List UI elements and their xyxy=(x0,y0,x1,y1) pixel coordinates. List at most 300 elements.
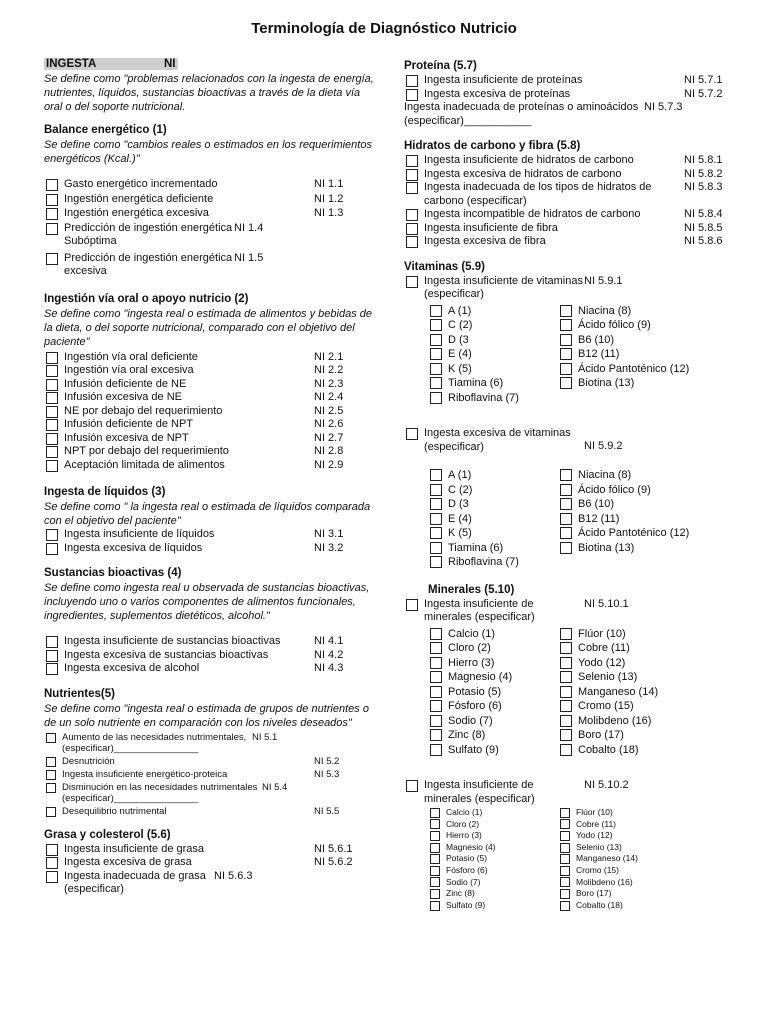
mineral-option xyxy=(430,699,560,714)
option-label: Calcio (1) xyxy=(448,627,496,640)
checkbox[interactable] xyxy=(430,657,442,669)
option-label: Cloro (2) xyxy=(448,642,491,654)
option-label: Tiamina (6) xyxy=(448,541,504,554)
item-label: NPT por debajo del requerimiento xyxy=(64,445,229,457)
checklist-item xyxy=(404,168,744,182)
item-label: Aceptación limitada de alimentos xyxy=(64,458,225,471)
item-code: NI 5.6.3 xyxy=(214,869,253,882)
item-code: NI 5.6.2 xyxy=(314,856,353,868)
checkbox[interactable] xyxy=(430,377,442,389)
item-code: NI 2.4 xyxy=(314,391,344,403)
checklist-item xyxy=(44,445,374,459)
item-label: Ingesta excesiva de hidratos de carbono xyxy=(424,167,622,180)
checkbox[interactable] xyxy=(560,319,572,331)
item-code: NI 4.2 xyxy=(314,648,344,661)
checkbox[interactable] xyxy=(430,319,442,331)
checkbox[interactable] xyxy=(46,650,58,662)
proteina-title: Proteína (5.7) xyxy=(404,60,477,72)
checkbox[interactable] xyxy=(430,392,442,404)
checkbox[interactable] xyxy=(560,657,572,669)
mineral-option xyxy=(560,641,690,656)
checkbox[interactable] xyxy=(560,866,570,876)
checkbox[interactable] xyxy=(406,182,418,194)
checkbox[interactable] xyxy=(560,628,572,640)
checkbox[interactable] xyxy=(560,305,572,317)
item-code: NI 5.4 xyxy=(262,781,288,793)
page-title: Terminología de Diagnóstico Nutricio xyxy=(251,20,517,37)
vitamin-option xyxy=(560,376,690,391)
checklist-item xyxy=(404,222,744,236)
option-label: Cobalto (18) xyxy=(578,743,639,756)
mineral-list-col-b xyxy=(560,807,690,911)
option-label: Sulfato (9) xyxy=(448,743,499,756)
checklist-item xyxy=(44,870,374,897)
checklist-item xyxy=(404,779,744,806)
vitamin-option xyxy=(560,347,690,362)
mineral-option xyxy=(430,853,560,865)
item-label: Ingesta insuficiente de vitaminas (especificar) xyxy=(424,274,583,300)
option-label: Niacina (8) xyxy=(578,469,632,481)
ingesta-header xyxy=(44,58,178,70)
checkbox[interactable] xyxy=(430,556,442,568)
mineral-option xyxy=(430,830,560,842)
section-grasa xyxy=(44,829,374,897)
section-minerales xyxy=(404,584,744,912)
item-label: Ingesta excesiva de proteínas xyxy=(424,87,571,100)
item-label: Ingesta insuficiente de minerales (especificar) xyxy=(424,779,535,805)
checkbox[interactable] xyxy=(46,379,58,391)
option-label: A (1) xyxy=(448,304,472,317)
mineral-option xyxy=(560,685,690,700)
option-label: E (4) xyxy=(448,512,472,525)
checkbox[interactable] xyxy=(430,843,440,853)
checkbox[interactable] xyxy=(560,819,570,829)
mineral-option xyxy=(430,877,560,889)
option-label: A (1) xyxy=(448,469,472,481)
item-code: NI 5.7.1 xyxy=(684,74,723,86)
item-code: NI 2.2 xyxy=(314,364,344,376)
checkbox[interactable] xyxy=(560,877,570,887)
item-label: Ingesta insuficiente de proteínas xyxy=(424,74,583,86)
mineral-option xyxy=(560,853,690,865)
oral-title: Ingestión vía oral o apoyo nutricio (2) xyxy=(44,292,249,305)
option-label: Flúor (10) xyxy=(576,807,613,817)
option-label: Molibdeno (16) xyxy=(576,876,633,887)
mineral-option xyxy=(560,627,690,642)
checkbox[interactable] xyxy=(430,866,440,876)
checkbox[interactable] xyxy=(406,276,418,288)
mineral-option xyxy=(430,807,560,819)
item-label: Desnutrición xyxy=(62,755,115,767)
checklist-item xyxy=(44,782,374,804)
checklist-item xyxy=(404,88,744,102)
vitamin-option xyxy=(560,541,690,556)
option-label: C (2) xyxy=(448,319,473,331)
checkbox[interactable] xyxy=(430,819,440,829)
option-label: B6 (10) xyxy=(578,333,615,346)
checkbox[interactable] xyxy=(430,686,442,698)
section-ingesta xyxy=(44,54,374,114)
checklist-item xyxy=(44,418,374,432)
vitamin-option xyxy=(430,468,560,483)
ingesta-description: Se define como "problemas relacionados con la ingesta de energía, nutrientes, líquidos, sustancias bioactivas a través de la dieta vía oral o del soporte nutricional. xyxy=(44,73,374,113)
option-label: C (2) xyxy=(448,483,473,496)
checkbox[interactable] xyxy=(46,446,58,458)
item-code: NI 1.5 xyxy=(234,251,264,264)
vitamin-list-col-b xyxy=(560,468,690,570)
checkbox[interactable] xyxy=(46,857,58,869)
checklist-item xyxy=(44,769,374,780)
checkbox[interactable] xyxy=(406,155,418,167)
option-label: Magnesio (4) xyxy=(446,841,496,852)
item-label: Ingesta excesiva de vitaminas (especificar) xyxy=(424,427,571,453)
option-label: Ácido fólico (9) xyxy=(578,483,651,496)
checkbox[interactable] xyxy=(430,715,442,727)
vitamin-option xyxy=(560,304,690,319)
checkbox[interactable] xyxy=(430,854,440,864)
item-label: Ingesta insuficiente energético-proteica xyxy=(62,768,228,780)
checklist-item xyxy=(44,459,374,473)
vitamin-option xyxy=(430,512,560,527)
option-label: Sulfato (9) xyxy=(446,899,486,910)
mineral-option xyxy=(430,714,560,729)
vitamin-option xyxy=(430,304,560,319)
vitamin-option xyxy=(430,497,560,512)
vitamin-option xyxy=(560,497,690,512)
vitamin-list xyxy=(430,304,744,406)
vitamin-list-2 xyxy=(430,468,744,570)
checkbox[interactable] xyxy=(46,636,58,648)
option-label: Riboflavina (7) xyxy=(448,391,519,404)
vitamin-option xyxy=(430,362,560,377)
checkbox[interactable] xyxy=(46,663,58,675)
section-liquidos xyxy=(44,486,374,555)
item-code: NI 5.10.2 xyxy=(584,779,629,791)
checkbox[interactable] xyxy=(430,628,442,640)
option-label: Yodo (12) xyxy=(578,656,626,669)
item-label: Gasto energético incrementado xyxy=(64,178,218,190)
checkbox[interactable] xyxy=(430,831,440,841)
checklist-item xyxy=(404,74,744,88)
checklist-item xyxy=(44,351,374,365)
item-label: NE por debajo del requerimiento xyxy=(64,404,223,417)
option-label: Potasio (5) xyxy=(448,685,502,698)
checkbox[interactable] xyxy=(560,498,572,510)
item-label: Aumento de las necesidades nutrimentales, (especificar)________________ xyxy=(62,731,247,754)
checklist-item xyxy=(44,207,374,221)
nutrientes-title: Nutrientes(5) xyxy=(44,687,115,700)
minerales-title: Minerales (5.10) xyxy=(428,583,515,596)
checklist-item xyxy=(44,806,374,817)
vitaminas-title: Vitaminas (5.9) xyxy=(404,260,485,273)
item-code: NI 5.8.6 xyxy=(684,235,723,247)
mineral-option xyxy=(430,641,560,656)
vitamin-option xyxy=(430,526,560,541)
item-code: NI 5.8.1 xyxy=(684,154,723,166)
checkbox[interactable] xyxy=(560,377,572,389)
option-label: Hierro (3) xyxy=(448,656,495,669)
checkbox[interactable] xyxy=(46,179,58,191)
section-balance xyxy=(44,124,374,279)
option-label: K (5) xyxy=(448,362,472,375)
right-column xyxy=(404,54,744,921)
item-code: NI 5.8.3 xyxy=(684,181,723,193)
bioactivas-description: Se define como ingesta real u observada de sustancias bioactivas, incluyendo uno o varios componentes de alimentos funcionales, ingredientes, suplementos dietéticos, alcohol." xyxy=(44,582,370,622)
item-label: Ingesta excesiva de líquidos xyxy=(64,541,203,554)
option-label: Fósforo (6) xyxy=(448,700,502,712)
vitamin-option xyxy=(430,391,560,406)
checkbox[interactable] xyxy=(406,75,418,87)
checklist-item xyxy=(44,405,374,419)
checkbox[interactable] xyxy=(46,770,56,780)
mineral-option xyxy=(560,865,690,877)
checkbox[interactable] xyxy=(560,348,572,360)
checkbox[interactable] xyxy=(46,543,58,555)
item-code: NI 1.4 xyxy=(234,221,264,234)
checkbox[interactable] xyxy=(560,854,570,864)
checkbox[interactable] xyxy=(46,253,58,265)
checkbox[interactable] xyxy=(430,877,440,887)
vitamin-list-col-a xyxy=(430,468,560,570)
checklist-item xyxy=(44,364,374,378)
checkbox[interactable] xyxy=(560,671,572,683)
option-label: Ácido Pantoténico (12) xyxy=(578,362,690,375)
checkbox[interactable] xyxy=(46,757,56,767)
option-label: Cobalto (18) xyxy=(576,899,623,910)
option-label: Zinc (8) xyxy=(448,729,486,741)
checkbox[interactable] xyxy=(430,334,442,346)
checkbox[interactable] xyxy=(560,843,570,853)
checklist-item xyxy=(44,178,374,192)
checklist-item xyxy=(44,756,374,767)
option-label: Boro (17) xyxy=(576,888,612,899)
option-label: B12 (11) xyxy=(578,348,620,360)
checkbox[interactable] xyxy=(406,428,418,440)
checkbox[interactable] xyxy=(46,352,58,364)
mineral-option xyxy=(560,888,690,900)
checkbox[interactable] xyxy=(560,831,570,841)
checkbox[interactable] xyxy=(430,729,442,741)
option-label: Ácido Pantoténico (12) xyxy=(578,527,690,539)
checkbox[interactable] xyxy=(46,783,56,793)
option-label: Magnesio (4) xyxy=(448,671,513,683)
checkbox[interactable] xyxy=(406,89,418,101)
item-code: NI 2.7 xyxy=(314,431,344,444)
proteina-plain-item xyxy=(404,101,744,128)
nutrientes-description: Se define como "ingesta real o estimada de grupos de nutrientes o de un solo nutriente en comparación con los niveles deseados" xyxy=(44,702,369,729)
mineral-list-2 xyxy=(430,807,744,911)
checkbox[interactable] xyxy=(430,700,442,712)
section-oral xyxy=(44,293,374,473)
checkbox[interactable] xyxy=(46,871,58,883)
option-label: Hierro (3) xyxy=(446,830,482,841)
item-label: Ingestión vía oral excesiva xyxy=(64,364,194,376)
checkbox[interactable] xyxy=(406,599,418,611)
checkbox[interactable] xyxy=(46,807,56,817)
mineral-option xyxy=(560,819,690,831)
checkbox[interactable] xyxy=(560,642,572,654)
checkbox[interactable] xyxy=(406,209,418,221)
checklist-item xyxy=(44,222,374,249)
checkbox[interactable] xyxy=(46,194,58,206)
mineral-option xyxy=(430,865,560,877)
item-label: Ingesta excesiva de fibra xyxy=(424,235,546,247)
checkbox[interactable] xyxy=(430,671,442,683)
checkbox[interactable] xyxy=(430,527,442,539)
mineral-list-col-a xyxy=(430,807,560,911)
vitamin-option xyxy=(430,541,560,556)
checklist-item xyxy=(44,649,374,663)
option-label: E (4) xyxy=(448,348,472,360)
checkbox[interactable] xyxy=(430,513,442,525)
vitamin-option xyxy=(430,555,560,570)
item-code: NI 5.8.4 xyxy=(684,208,723,220)
item-label: Ingesta insuficiente de fibra xyxy=(424,221,558,234)
checkbox[interactable] xyxy=(560,686,572,698)
item-code: NI 2.1 xyxy=(314,350,344,363)
checkbox[interactable] xyxy=(560,901,570,911)
item-label: Ingesta inadecuada de proteínas o aminoácidos (especificar)___________ xyxy=(404,101,639,127)
option-label: Cobre (11) xyxy=(576,818,616,829)
checkbox[interactable] xyxy=(46,529,58,541)
checkbox[interactable] xyxy=(560,889,570,899)
mineral-option xyxy=(560,807,690,819)
left-column xyxy=(44,54,374,907)
checklist-item xyxy=(404,235,744,249)
vitamin-list-col-a xyxy=(430,304,560,406)
checklist-item xyxy=(404,154,744,168)
mineral-option xyxy=(560,699,690,714)
checkbox[interactable] xyxy=(430,469,442,481)
checkbox[interactable] xyxy=(430,889,440,899)
checkbox[interactable] xyxy=(430,744,442,756)
checklist-item xyxy=(44,391,374,405)
item-label: Ingesta insuficiente de hidratos de carbono xyxy=(424,154,634,166)
checkbox[interactable] xyxy=(406,169,418,181)
option-label: Riboflavina (7) xyxy=(448,556,519,568)
mineral-list-col-a xyxy=(430,627,560,758)
liquidos-description: Se define como " la ingesta real o estimada de líquidos comparada con el objetivo del paciente" xyxy=(44,501,371,527)
mineral-option xyxy=(560,877,690,889)
checkbox[interactable] xyxy=(406,223,418,235)
mineral-option xyxy=(560,830,690,842)
checkbox[interactable] xyxy=(430,484,442,496)
checkbox[interactable] xyxy=(46,733,56,743)
item-label: Ingesta insuficiente de minerales (especificar) xyxy=(424,597,535,623)
mineral-option xyxy=(430,627,560,642)
section-bioactivas xyxy=(44,567,374,676)
item-code: NI 5.8.5 xyxy=(684,221,723,234)
option-label: Niacina (8) xyxy=(578,304,632,317)
checkbox[interactable] xyxy=(46,419,58,431)
checkbox[interactable] xyxy=(430,808,440,818)
checkbox[interactable] xyxy=(560,542,572,554)
mineral-list-col-b xyxy=(560,627,690,758)
option-label: Fósforo (6) xyxy=(446,864,488,875)
item-code: NI 3.2 xyxy=(314,541,344,554)
mineral-option xyxy=(430,819,560,831)
checkbox[interactable] xyxy=(430,642,442,654)
checklist-item xyxy=(404,181,744,208)
checkbox[interactable] xyxy=(560,744,572,756)
vitamin-option xyxy=(560,526,690,541)
checklist-item xyxy=(44,378,374,392)
item-label: Ingesta insuficiente de grasa xyxy=(64,842,205,855)
section-nutrientes xyxy=(44,688,374,817)
item-label: Predicción de ingestión energética Subóptima xyxy=(64,221,233,247)
option-label: Cloro (2) xyxy=(446,818,480,829)
checkbox[interactable] xyxy=(560,808,570,818)
balance-description: Se define como "cambios reales o estimados en los requerimientos energéticos (Kcal.)" xyxy=(44,139,372,165)
checkbox[interactable] xyxy=(560,715,572,727)
checkbox[interactable] xyxy=(430,498,442,510)
option-label: Boro (17) xyxy=(578,729,624,741)
balance-title: Balance energético (1) xyxy=(44,124,167,136)
checkbox[interactable] xyxy=(46,433,58,445)
mineral-list xyxy=(430,627,744,758)
checkbox[interactable] xyxy=(430,901,440,911)
checkbox[interactable] xyxy=(46,460,58,472)
item-code: NI 5.9.2 xyxy=(584,440,623,452)
checkbox[interactable] xyxy=(560,513,572,525)
checkbox[interactable] xyxy=(46,392,58,404)
checkbox[interactable] xyxy=(406,236,418,248)
item-label: Ingesta inadecuada de grasa (especificar) xyxy=(64,869,206,895)
checkbox[interactable] xyxy=(46,223,58,235)
vitamin-option xyxy=(560,318,690,333)
liquidos-title: Ingesta de líquidos (3) xyxy=(44,486,166,498)
checkbox[interactable] xyxy=(46,844,58,856)
checkbox[interactable] xyxy=(560,484,572,496)
vitamin-list-col-b xyxy=(560,304,690,406)
item-code: NI 2.9 xyxy=(314,458,344,471)
section-proteina xyxy=(404,60,744,128)
checkbox[interactable] xyxy=(560,363,572,375)
checkbox[interactable] xyxy=(560,729,572,741)
item-label: Ingesta excesiva de sustancias bioactivas xyxy=(64,648,269,661)
item-label: Infusión deficiente de NPT xyxy=(64,418,194,430)
item-label: Ingesta excesiva de alcohol xyxy=(64,662,200,674)
checklist-item xyxy=(404,598,744,625)
item-code: NI 5.10.1 xyxy=(584,597,629,610)
option-label: Selenio (13) xyxy=(578,671,638,683)
option-label: B12 (11) xyxy=(578,512,620,525)
checkbox[interactable] xyxy=(46,406,58,418)
item-code: NI 5.2 xyxy=(314,755,340,767)
checkbox[interactable] xyxy=(406,780,418,792)
item-code: NI 3.1 xyxy=(314,528,344,540)
checkbox[interactable] xyxy=(560,527,572,539)
item-code: NI 1.2 xyxy=(314,192,344,205)
checkbox[interactable] xyxy=(430,305,442,317)
mineral-option xyxy=(430,685,560,700)
checkbox[interactable] xyxy=(560,334,572,346)
checkbox[interactable] xyxy=(430,348,442,360)
checklist-item xyxy=(44,528,374,542)
checkbox[interactable] xyxy=(46,208,58,220)
checkbox[interactable] xyxy=(430,363,442,375)
option-label: Sodio (7) xyxy=(446,876,481,887)
item-label: Ingesta inadecuada de los tipos de hidratos de carbono (especificar) xyxy=(424,181,652,207)
checkbox[interactable] xyxy=(430,542,442,554)
item-code: NI 1.3 xyxy=(314,207,344,219)
option-label: D (3 xyxy=(448,498,469,510)
item-label: Disminución en las necesidades nutrimentales (especificar)________________ xyxy=(62,781,258,804)
checkbox[interactable] xyxy=(46,365,58,377)
checkbox[interactable] xyxy=(560,469,572,481)
grasa-title: Grasa y colesterol (5.6) xyxy=(44,828,171,841)
checkbox[interactable] xyxy=(560,700,572,712)
